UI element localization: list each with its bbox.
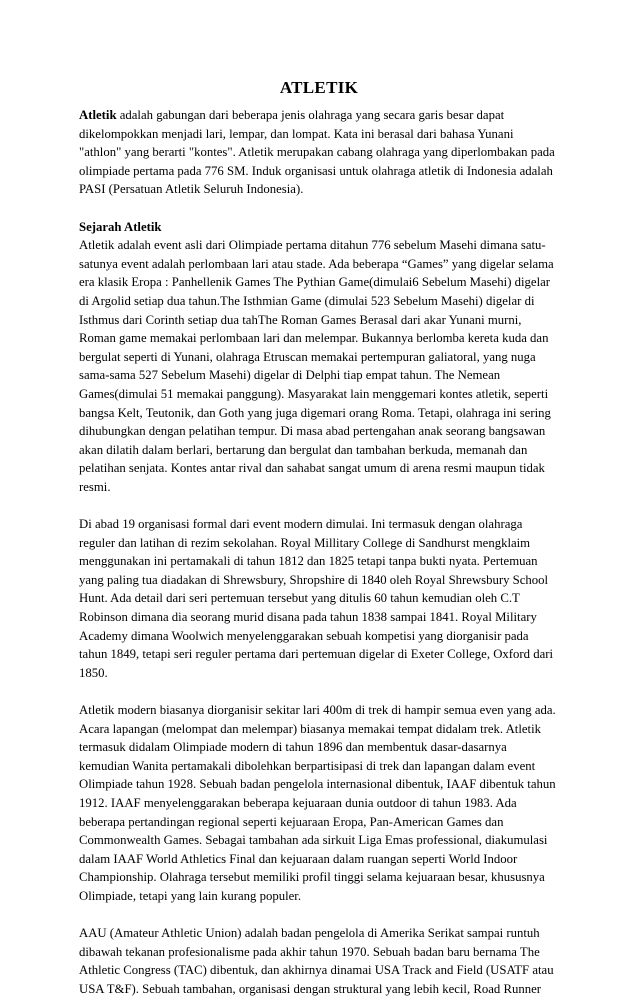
paragraph-line: menggunakan ini pertamakali di tahun 1812 dan 1825 tetapi tanpa bukti nyata. Pertemuan [79, 554, 538, 569]
paragraph-line: Olimpiade, tetapi yang lain kurang populer. [79, 888, 302, 903]
paragraph-line: AAU (Amateur Athletic Union) adalah badan pengelola di Amerika Serikat sampai runtuh [79, 926, 540, 941]
history-line: satunya event adalah perlombaan lari atau stade. Ada beberapa “Games” yang digelar selama [79, 256, 554, 271]
paragraph-line: Academy dimana Woolwich menyelenggarakan sebuah kompetisi yang diorganisir pada [79, 628, 529, 643]
paragraph-gap [79, 496, 565, 515]
paragraph-line: Athletic Congress (TAC) dibentuk, dan akhirnya dinamai USA Track and Field (USATF atau [79, 963, 554, 978]
paragraph-line: termasuk didalam Olimpiade modern di tahun 1896 dan membentuk dasar-dasarnya [79, 740, 507, 755]
paragraph-line: Di abad 19 organisasi formal dari event modern dimulai. Ini termasuk dengan olahraga [79, 517, 523, 532]
paragraph-line: Hunt. Ada detail dari seri pertemuan tersebut yang ditulis 60 tahun kemudian oleh C.T [79, 591, 520, 606]
paragraph-line: kemudian Wanita pertamakali dibolehkan berpartisipasi di trek dan lapangan dalam event [79, 758, 536, 773]
history-line: sama-sama 527 Sebelum Masehi) digelar di Delphi tiap empat tahun. The Nemean [79, 368, 501, 383]
paragraph-intro [79, 106, 565, 199]
paragraph-line: 1912. IAAF menyelenggarakan beberapa kejuaraan dunia outdoor di tahun 1983. Ada [79, 795, 517, 810]
document-title: ATLETIK [279, 78, 359, 97]
paragraph-line: dibawah tekanan profesionalisme pada akhir tahun 1970. Sebuah badan baru bernama The [79, 944, 540, 959]
paragraph-line: Robinson dimana dia seorang murid disana pada tahun 1838 sampai 1841. Royal Military [79, 610, 537, 625]
paragraph-gap [79, 199, 565, 218]
history-line: resmi. [79, 479, 111, 494]
paragraph-line: USA T&F). Sebuah tambahan, organisasi dengan struktural yang lebih kecil, Road Runner [79, 981, 541, 996]
history-line: bangsa Kelt, Teutonik, dan Goth yang juga digemari orang Roma. Tetapi, olahraga ini sering [79, 405, 551, 420]
intro-line: olimpiade pertama pada 776 SM. Induk organisasi untuk olahraga atletik di Indonesia adalah [79, 163, 553, 178]
history-line: di Argolid setiap dua tahun.The Isthmian Game (dimulai 523 Sebelum Masehi) digelar di [79, 293, 535, 308]
history-line: Atletik adalah event asli dari Olimpiade pertama ditahun 776 sebelum Masehi dimana satu- [79, 238, 546, 253]
intro-line: adalah gabungan dari beberapa jenis olahraga yang secara garis besar dapat [116, 108, 505, 122]
intro-lead-term: Atletik [79, 108, 117, 122]
paragraph-line: 1850. [79, 665, 108, 680]
history-line: Games(dimulai 51 memakai panggung). Masyarakat lain menggemari kontes atletik, seperti [79, 386, 549, 401]
paragraph-line: beberapa pertandingan regional seperti kejuaraan Eropa, Pan-American Games dan [79, 814, 504, 829]
intro-line: PASI (Persatuan Atletik Seluruh Indonesia). [79, 182, 304, 197]
paragraph-line: Olimpiade tahun 1928. Sebuah badan pengelola internasional dibentuk, IAAF dibentuk tahun [79, 777, 556, 792]
paragraph-line: Acara lapangan (melompat dan melempar) biasanya memakai tempat didalam trek. Atletik [79, 721, 542, 736]
history-line: bergulat seperti di Yunani, olahraga Etruscan memakai pertempuran galiatoral, yang nuga [79, 349, 536, 364]
intro-line: "athlon" yang berarti "kontes". Atletik merupakan cabang olahraga yang diperlombakan pada [79, 145, 555, 160]
paragraph-gap [79, 906, 565, 925]
paragraph-line: dalam IAAF World Athletics Final dan kejuaraan dalam ruangan seperti World Indoor [79, 851, 518, 866]
history-line: Isthmus dari Corinth setiap dua tahThe Roman Games Berasal dari akar Yunani murni, [79, 312, 522, 327]
section-heading-sejarah: Sejarah Atletik [79, 219, 162, 234]
paragraph-gap [79, 682, 565, 701]
paragraph-modern-athletics [79, 701, 565, 906]
history-line: dihubungkan dengan pelatihan tempur. Di masa abad pertengahan anak seorang bangsawan [79, 424, 546, 439]
paragraph-line: yang paling tua diadakan di Shrewsbury, Shropshire di 1840 oleh Royal Shrewsbury School [79, 572, 549, 587]
paragraph-line: Commonwealth Games. Sebagai tambahan ada sirkuit Liga Emas professional, diakumulasi [79, 833, 548, 848]
paragraph-19th-century [79, 515, 565, 682]
paragraph-history [79, 236, 565, 496]
history-line: akan dilatih dalam berlari, bertarung dan bergulat dan tambahan berkuda, memanah dan [79, 442, 528, 457]
history-line: era klasik Eropa : Panhellenik Games The Pythian Game(dimulai6 Sebelum Masehi) digelar [79, 275, 551, 290]
intro-line: dikelompokkan menjadi lari, lempar, dan lompat. Kata ini berasal dari bahasa Yunani [79, 126, 514, 141]
paragraph-line: reguler dan latihan di rezim sekolahan. Royal Millitary College di Sandhurst mengklaim [79, 535, 531, 550]
paragraph-aau [79, 924, 565, 998]
document-body [79, 106, 565, 999]
paragraph-line: Championship. Olahraga tersebut memiliki profil tinggi selama kejuaraan besar, khususnya [79, 870, 545, 885]
paragraph-line: tahun 1849, tetapi seri reguler pertama dari pertemuan digelar di Exeter College, Oxford dari [79, 647, 554, 662]
history-line: Roman game memakai perlombaan lari dan melempar. Bukannya berlomba kereta kuda dan [79, 331, 549, 346]
paragraph-line: Atletik modern biasanya diorganisir sekitar lari 400m di trek di hampir semua even yang ada. [79, 703, 556, 717]
history-line: pelatihan senjata. Kontes antar rival dan sahabat sangat umum di arena resmi maupun tidak [79, 461, 545, 476]
